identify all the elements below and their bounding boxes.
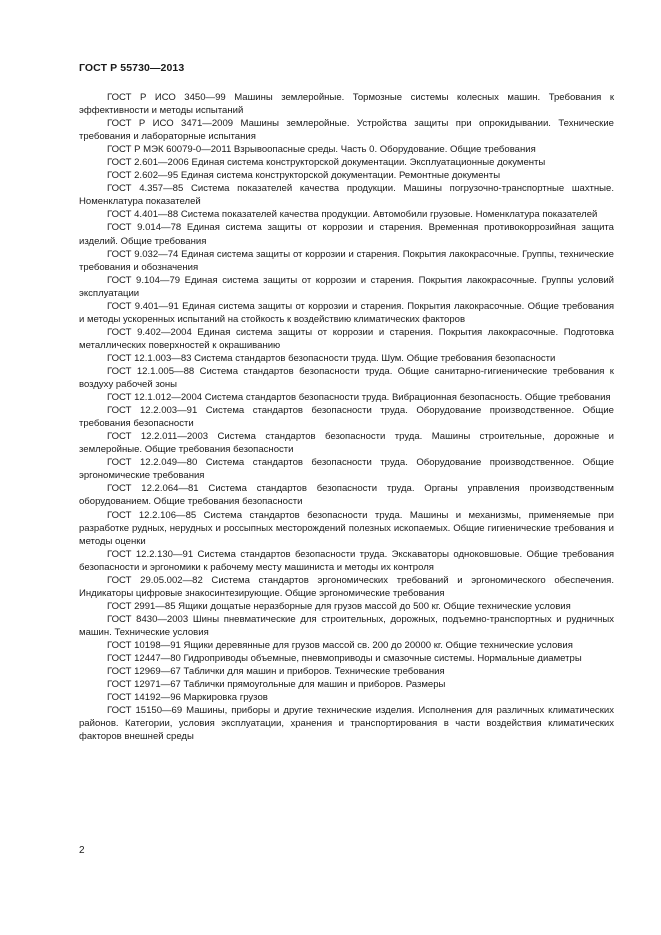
reference-entry: ГОСТ 12.2.064—81 Система стандартов безопасности труда. Органы управления производственным оборудованием. Общие требования безопасности: [79, 483, 614, 508]
reference-entry: ГОСТ 12.2.106—85 Система стандартов безопасности труда. Машины и механизмы, применяемые при разработке рудных, нерудных и россыпных месторождений полезных ископаемых. Общие гигиенические требования и методы оценки: [79, 509, 614, 547]
reference-entry: ГОСТ 12447—80 Гидроприводы объемные, пневмоприводы и смазочные системы. Нормальные диаметры: [107, 653, 582, 665]
reference-entry: ГОСТ Р ИСО 3471—2009 Машины землеройные. Устройства защиты при опрокидывании. Технические требования и лабораторные испытания: [79, 118, 614, 143]
reference-entry: ГОСТ 12969—67 Таблички для машин и приборов. Технические требования: [107, 666, 445, 678]
reference-entry: ГОСТ 9.401—91 Единая система защиты от коррозии и старения. Покрытия лакокрасочные. Общие требования и методы ускоренных испытаний на стойкость к воздействию климатических факторов: [79, 300, 614, 325]
page-number: 2: [79, 845, 85, 856]
reference-entry: ГОСТ 9.014—78 Единая система защиты от коррозии и старения. Временная противокоррозийная защита изделий. Общие требования: [79, 222, 614, 247]
reference-entry: ГОСТ 12.1.012—2004 Система стандартов безопасности труда. Вибрационная безопасность. Общие требования: [107, 392, 611, 404]
reference-entry: ГОСТ 12971—67 Таблички прямоугольные для машин и приборов. Размеры: [107, 679, 446, 691]
reference-entry: ГОСТ 14192—96 Маркировка грузов: [107, 692, 268, 704]
references-list: [79, 91, 614, 743]
reference-entry: ГОСТ 2.602—95 Единая система конструкторской документации. Ремонтные документы: [107, 170, 501, 182]
reference-entry: ГОСТ 2991—85 Ящики дощатые неразборные для грузов массой до 500 кг. Общие технические условия: [107, 600, 571, 612]
reference-entry: ГОСТ 8430—2003 Шины пневматические для строительных, дорожных, подъемно-транспортных и рудничных машин. Технические условия: [79, 613, 614, 638]
reference-entry: ГОСТ 4.401—88 Система показателей качества продукции. Автомобили грузовые. Номенклатура показателей: [107, 209, 598, 221]
reference-entry: ГОСТ 12.1.003—83 Система стандартов безопасности труда. Шум. Общие требования безопасности: [107, 352, 556, 364]
document-header: ГОСТ Р 55730—2013: [79, 62, 185, 74]
reference-entry: ГОСТ 15150—69 Машины, приборы и другие технические изделия. Исполнения для различных климатических районов. Категории, условия эксплуатации, хранения и транспортирования в части воздействия климатических факторов внешней среды: [79, 705, 614, 743]
reference-entry: ГОСТ 29.05.002—82 Система стандартов эргономических требований и эргономического обеспечения. Индикаторы цифровые знакосинтезирующие. Общие эргономические требования: [79, 574, 614, 599]
reference-entry: ГОСТ 4.357—85 Система показателей качества продукции. Машины погрузочно-транспортные шахтные. Номенклатура показателей: [79, 183, 614, 208]
reference-entry: ГОСТ 9.104—79 Единая система защиты от коррозии и старения. Покрытия лакокрасочные. Группы условий эксплуатации: [79, 274, 614, 299]
reference-entry: ГОСТ 12.2.130—91 Система стандартов безопасности труда. Экскаваторы одноковшовые. Общие требования безопасности и эргономики к рабочему месту машиниста и методы их контроля: [79, 548, 614, 573]
reference-entry: ГОСТ 10198—91 Ящики деревянные для грузов массой св. 200 до 20000 кг. Общие технические условия: [107, 639, 573, 651]
reference-entry: ГОСТ 9.402—2004 Единая система защиты от коррозии и старения. Покрытия лакокрасочные. Подготовка металлических поверхностей к окрашиванию: [79, 326, 614, 351]
reference-entry: ГОСТ 12.2.049—80 Система стандартов безопасности труда. Оборудование производственное. Общие эргономические требования: [79, 457, 614, 482]
reference-entry: ГОСТ Р МЭК 60079-0—2011 Взрывоопасные среды. Часть 0. Оборудование. Общие требования: [107, 144, 536, 156]
reference-entry: ГОСТ 12.2.003—91 Система стандартов безопасности труда. Оборудование производственное. Общие требования безопасности: [79, 405, 614, 430]
reference-entry: ГОСТ 12.1.005—88 Система стандартов безопасности труда. Общие санитарно-гигиенические требования к воздуху рабочей зоны: [79, 365, 614, 391]
reference-entry: ГОСТ 9.032—74 Единая система защиты от коррозии и старения. Покрытия лакокрасочные. Группы, технические требования и обозначения: [79, 248, 614, 273]
reference-entry: ГОСТ 2.601—2006 Единая система конструкторской документации. Эксплуатационные документы: [107, 157, 546, 169]
reference-entry: ГОСТ 12.2.011—2003 Система стандартов безопасности труда. Машины строительные, дорожные и землеройные. Общие требования безопасности: [79, 431, 614, 456]
reference-entry: ГОСТ Р ИСО 3450—99 Машины землеройные. Тормозные системы колесных машин. Требования к эффективности и методы испытаний: [79, 92, 614, 117]
